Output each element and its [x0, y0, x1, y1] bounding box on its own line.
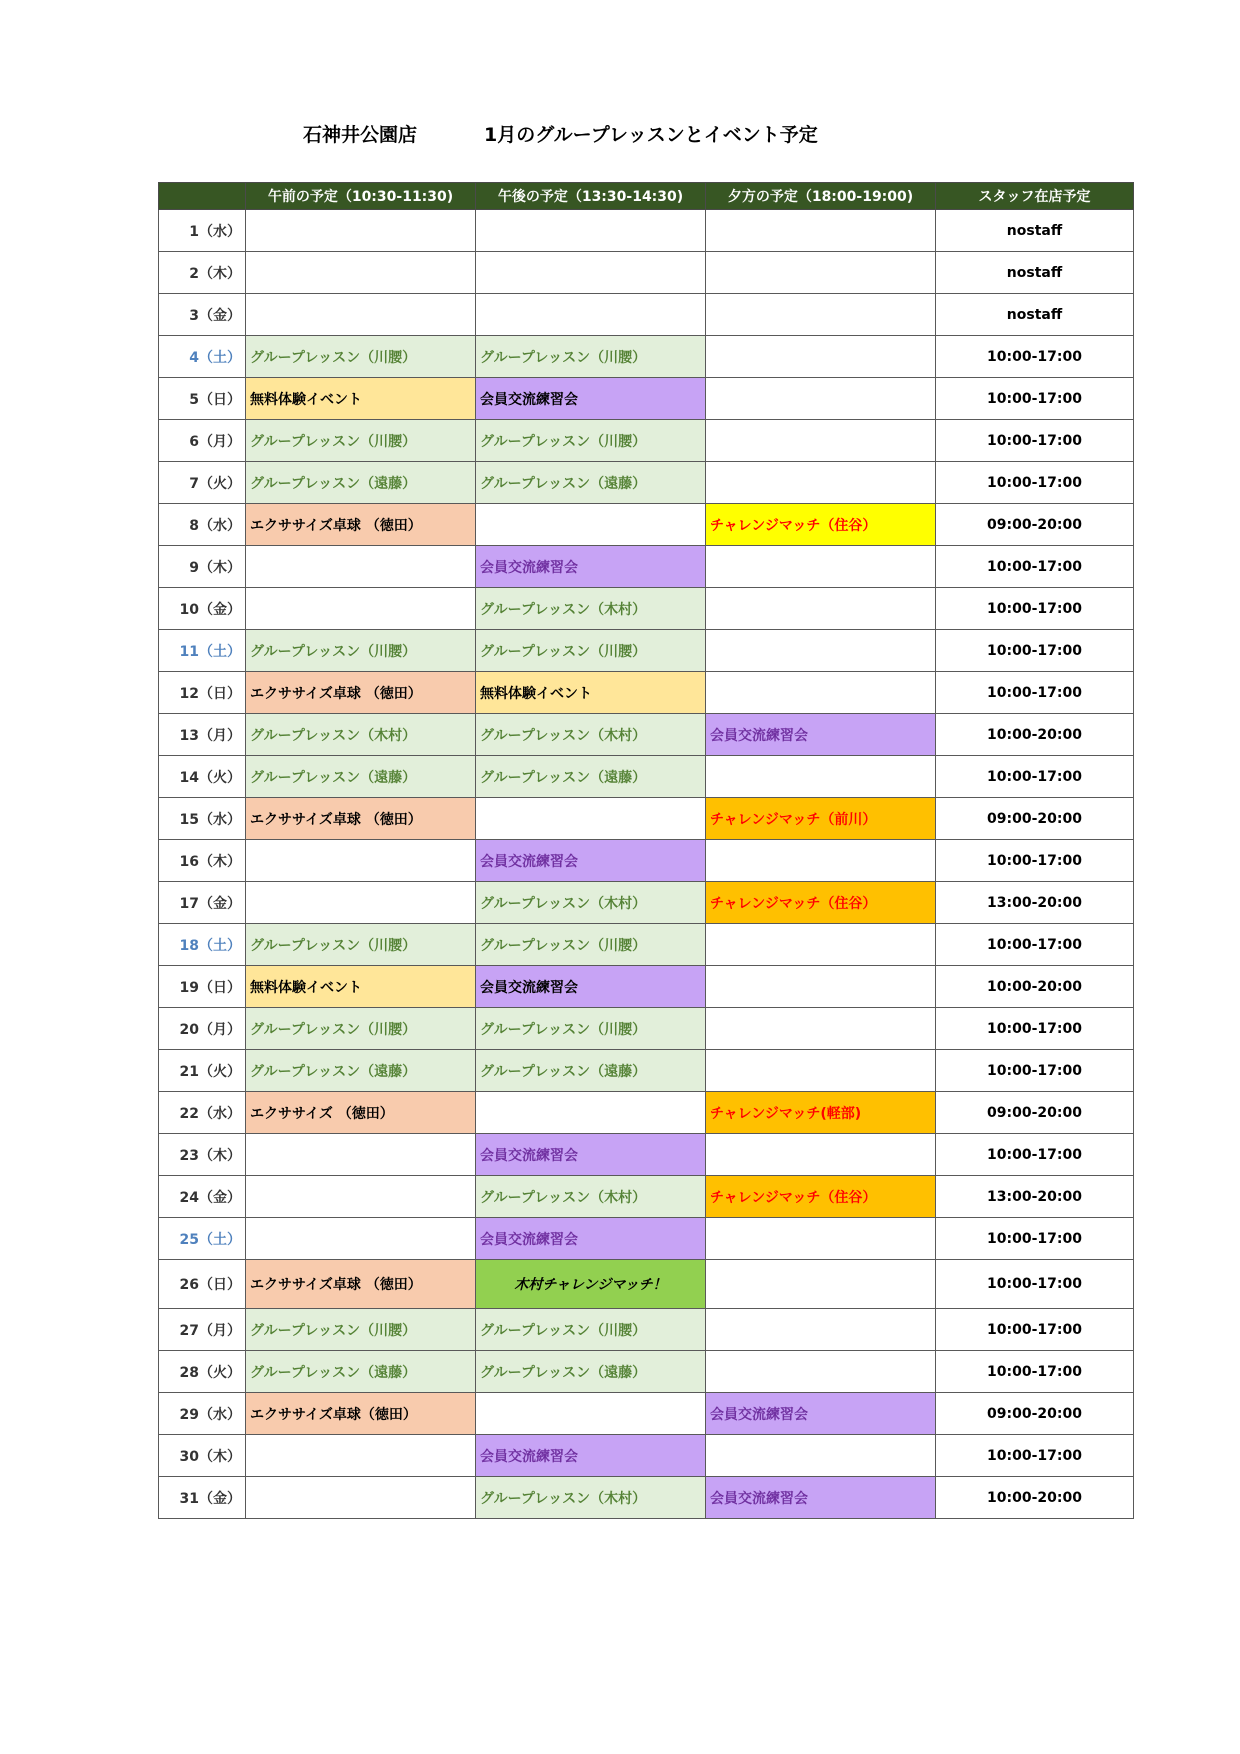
date-cell: 12（日）: [159, 672, 246, 714]
table-row: [159, 1050, 1134, 1092]
header-morning: 午前の予定（10:30-11:30): [246, 183, 476, 210]
morning-cell: グループレッスン（川腰）: [246, 1309, 476, 1351]
staff-cell: nostaff: [936, 294, 1134, 336]
staff-cell: 10:00-17:00: [936, 1050, 1134, 1092]
evening-cell: チャレンジマッチ（住谷）: [706, 504, 936, 546]
afternoon-cell: グループレッスン（川腰）: [476, 1008, 706, 1050]
evening-cell: [706, 924, 936, 966]
table-row: [159, 504, 1134, 546]
date-cell: 28（火）: [159, 1351, 246, 1393]
afternoon-cell: [476, 1393, 706, 1435]
evening-cell: [706, 420, 936, 462]
afternoon-cell: グループレッスン（木村）: [476, 1477, 706, 1519]
afternoon-cell: グループレッスン（遠藤）: [476, 756, 706, 798]
date-cell: 10（金）: [159, 588, 246, 630]
page-title: 1月のグループレッスンとイベント予定: [484, 124, 818, 146]
evening-cell: [706, 966, 936, 1008]
table-row: [159, 1134, 1134, 1176]
table-row: [159, 588, 1134, 630]
date-cell: 16（木）: [159, 840, 246, 882]
evening-cell: [706, 756, 936, 798]
evening-cell: 会員交流練習会: [706, 1477, 936, 1519]
morning-cell: 無料体験イベント: [246, 378, 476, 420]
afternoon-cell: グループレッスン（川腰）: [476, 420, 706, 462]
title-row: [0, 120, 1240, 150]
evening-cell: [706, 294, 936, 336]
evening-cell: [706, 1050, 936, 1092]
morning-cell: [246, 882, 476, 924]
morning-cell: [246, 546, 476, 588]
staff-cell: 10:00-17:00: [936, 588, 1134, 630]
morning-cell: グループレッスン（川腰）: [246, 1008, 476, 1050]
date-cell: 23（木）: [159, 1134, 246, 1176]
staff-cell: 10:00-17:00: [936, 1351, 1134, 1393]
staff-cell: 10:00-17:00: [936, 630, 1134, 672]
afternoon-cell: 会員交流練習会: [476, 378, 706, 420]
afternoon-cell: [476, 252, 706, 294]
staff-cell: 10:00-17:00: [936, 924, 1134, 966]
table-row: [159, 252, 1134, 294]
table-row: [159, 1008, 1134, 1050]
staff-cell: 10:00-17:00: [936, 756, 1134, 798]
date-cell: 6（月）: [159, 420, 246, 462]
table-row: [159, 1309, 1134, 1351]
staff-cell: 09:00-20:00: [936, 1092, 1134, 1134]
table-row: [159, 1435, 1134, 1477]
afternoon-cell: 会員交流練習会: [476, 840, 706, 882]
afternoon-cell: 会員交流練習会: [476, 546, 706, 588]
table-row: [159, 294, 1134, 336]
morning-cell: グループレッスン（川腰）: [246, 420, 476, 462]
date-cell: 31（金）: [159, 1477, 246, 1519]
date-cell: 2（木）: [159, 252, 246, 294]
afternoon-cell: 会員交流練習会: [476, 1218, 706, 1260]
afternoon-cell: 会員交流練習会: [476, 1134, 706, 1176]
date-cell: 3（金）: [159, 294, 246, 336]
date-cell: 22（水）: [159, 1092, 246, 1134]
afternoon-cell: グループレッスン（川腰）: [476, 924, 706, 966]
staff-cell: 10:00-17:00: [936, 462, 1134, 504]
evening-cell: [706, 588, 936, 630]
afternoon-cell: 会員交流練習会: [476, 966, 706, 1008]
morning-cell: [246, 1477, 476, 1519]
date-cell: 29（水）: [159, 1393, 246, 1435]
morning-cell: [246, 1176, 476, 1218]
evening-cell: 会員交流練習会: [706, 1393, 936, 1435]
morning-cell: グループレッスン（川腰）: [246, 924, 476, 966]
morning-cell: グループレッスン（遠藤）: [246, 1050, 476, 1092]
evening-cell: [706, 1134, 936, 1176]
evening-cell: [706, 462, 936, 504]
header-date: [159, 183, 246, 210]
afternoon-cell: グループレッスン（川腰）: [476, 336, 706, 378]
staff-cell: 10:00-17:00: [936, 1309, 1134, 1351]
afternoon-cell: [476, 210, 706, 252]
header-evening: 夕方の予定（18:00-19:00): [706, 183, 936, 210]
morning-cell: グループレッスン（遠藤）: [246, 756, 476, 798]
staff-cell: 10:00-17:00: [936, 1134, 1134, 1176]
evening-cell: [706, 252, 936, 294]
morning-cell: エクササイズ卓球 （徳田）: [246, 504, 476, 546]
table-row: [159, 840, 1134, 882]
afternoon-cell: [476, 504, 706, 546]
staff-cell: 10:00-17:00: [936, 840, 1134, 882]
morning-cell: エクササイズ卓球（徳田）: [246, 1393, 476, 1435]
table-row: [159, 546, 1134, 588]
date-cell: 14（火）: [159, 756, 246, 798]
evening-cell: [706, 1309, 936, 1351]
morning-cell: [246, 294, 476, 336]
date-cell: 13（月）: [159, 714, 246, 756]
evening-cell: [706, 378, 936, 420]
staff-cell: 09:00-20:00: [936, 798, 1134, 840]
evening-cell: [706, 1260, 936, 1309]
date-cell: 15（水）: [159, 798, 246, 840]
evening-cell: チャレンジマッチ（住谷）: [706, 882, 936, 924]
table-row: [159, 1477, 1134, 1519]
table-row: [159, 210, 1134, 252]
morning-cell: グループレッスン（川腰）: [246, 336, 476, 378]
afternoon-cell: グループレッスン（木村）: [476, 714, 706, 756]
evening-cell: [706, 1351, 936, 1393]
date-cell: 25（土）: [159, 1218, 246, 1260]
date-cell: 24（金）: [159, 1176, 246, 1218]
date-cell: 20（月）: [159, 1008, 246, 1050]
header-staff: スタッフ在店予定: [936, 183, 1134, 210]
table-row: [159, 378, 1134, 420]
evening-cell: [706, 336, 936, 378]
evening-cell: チャレンジマッチ（前川）: [706, 798, 936, 840]
evening-cell: [706, 1008, 936, 1050]
table-row: [159, 420, 1134, 462]
date-cell: 21（火）: [159, 1050, 246, 1092]
date-cell: 27（月）: [159, 1309, 246, 1351]
table-row: [159, 714, 1134, 756]
afternoon-cell: [476, 798, 706, 840]
afternoon-cell: [476, 294, 706, 336]
evening-cell: [706, 210, 936, 252]
table-row: [159, 462, 1134, 504]
afternoon-cell: グループレッスン（木村）: [476, 588, 706, 630]
date-cell: 19（日）: [159, 966, 246, 1008]
header-row: [159, 183, 1134, 210]
store-name: 石神井公園店: [303, 124, 418, 146]
staff-cell: 10:00-17:00: [936, 672, 1134, 714]
morning-cell: エクササイズ卓球 （徳田）: [246, 1260, 476, 1309]
date-cell: 8（水）: [159, 504, 246, 546]
morning-cell: [246, 1218, 476, 1260]
afternoon-cell: グループレッスン（木村）: [476, 1176, 706, 1218]
morning-cell: グループレッスン（遠藤）: [246, 462, 476, 504]
table-row: [159, 1260, 1134, 1309]
staff-cell: 10:00-17:00: [936, 546, 1134, 588]
staff-cell: 10:00-17:00: [936, 1008, 1134, 1050]
evening-cell: [706, 840, 936, 882]
table-row: [159, 672, 1134, 714]
afternoon-cell: 無料体験イベント: [476, 672, 706, 714]
afternoon-cell: グループレッスン（遠藤）: [476, 1050, 706, 1092]
table-row: [159, 924, 1134, 966]
table-row: [159, 966, 1134, 1008]
date-cell: 30（木）: [159, 1435, 246, 1477]
date-cell: 17（金）: [159, 882, 246, 924]
afternoon-cell: グループレッスン（木村）: [476, 882, 706, 924]
afternoon-cell: 会員交流練習会: [476, 1435, 706, 1477]
afternoon-cell: グループレッスン（川腰）: [476, 630, 706, 672]
table-row: [159, 756, 1134, 798]
morning-cell: [246, 252, 476, 294]
staff-cell: 13:00-20:00: [936, 882, 1134, 924]
evening-cell: [706, 1218, 936, 1260]
date-cell: 7（火）: [159, 462, 246, 504]
table-row: [159, 1092, 1134, 1134]
afternoon-cell: [476, 1092, 706, 1134]
staff-cell: 10:00-17:00: [936, 1435, 1134, 1477]
staff-cell: 09:00-20:00: [936, 1393, 1134, 1435]
evening-cell: [706, 630, 936, 672]
afternoon-cell: グループレッスン（遠藤）: [476, 462, 706, 504]
schedule-table: [158, 182, 1134, 1519]
table-row: [159, 882, 1134, 924]
staff-cell: nostaff: [936, 210, 1134, 252]
morning-cell: エクササイズ卓球 （徳田）: [246, 672, 476, 714]
staff-cell: 10:00-17:00: [936, 336, 1134, 378]
staff-cell: 09:00-20:00: [936, 504, 1134, 546]
table-row: [159, 630, 1134, 672]
afternoon-cell: 木村チャレンジマッチ！: [476, 1260, 706, 1309]
evening-cell: [706, 672, 936, 714]
date-cell: 18（土）: [159, 924, 246, 966]
staff-cell: 10:00-20:00: [936, 1477, 1134, 1519]
table-row: [159, 1351, 1134, 1393]
staff-cell: 13:00-20:00: [936, 1176, 1134, 1218]
table-row: [159, 798, 1134, 840]
morning-cell: [246, 1435, 476, 1477]
morning-cell: [246, 840, 476, 882]
staff-cell: 10:00-20:00: [936, 714, 1134, 756]
table-row: [159, 1393, 1134, 1435]
afternoon-cell: グループレッスン（川腰）: [476, 1309, 706, 1351]
morning-cell: エクササイズ卓球 （徳田）: [246, 798, 476, 840]
afternoon-cell: グループレッスン（遠藤）: [476, 1351, 706, 1393]
evening-cell: [706, 1435, 936, 1477]
date-cell: 9（木）: [159, 546, 246, 588]
morning-cell: グループレッスン（遠藤）: [246, 1351, 476, 1393]
date-cell: 11（土）: [159, 630, 246, 672]
evening-cell: チャレンジマッチ(軽部): [706, 1092, 936, 1134]
header-afternoon: 午後の予定（13:30-14:30): [476, 183, 706, 210]
morning-cell: グループレッスン（川腰）: [246, 630, 476, 672]
morning-cell: [246, 588, 476, 630]
staff-cell: 10:00-17:00: [936, 1218, 1134, 1260]
staff-cell: 10:00-17:00: [936, 420, 1134, 462]
schedule-body: [159, 210, 1134, 1519]
table-row: [159, 1218, 1134, 1260]
morning-cell: [246, 210, 476, 252]
morning-cell: エクササイズ （徳田）: [246, 1092, 476, 1134]
staff-cell: nostaff: [936, 252, 1134, 294]
evening-cell: [706, 546, 936, 588]
morning-cell: [246, 1134, 476, 1176]
morning-cell: 無料体験イベント: [246, 966, 476, 1008]
morning-cell: グループレッスン（木村）: [246, 714, 476, 756]
date-cell: 5（日）: [159, 378, 246, 420]
staff-cell: 10:00-17:00: [936, 1260, 1134, 1309]
date-cell: 4（土）: [159, 336, 246, 378]
date-cell: 1（水）: [159, 210, 246, 252]
staff-cell: 10:00-20:00: [936, 966, 1134, 1008]
staff-cell: 10:00-17:00: [936, 378, 1134, 420]
table-row: [159, 1176, 1134, 1218]
date-cell: 26（日）: [159, 1260, 246, 1309]
table-row: [159, 336, 1134, 378]
evening-cell: 会員交流練習会: [706, 714, 936, 756]
evening-cell: チャレンジマッチ（住谷）: [706, 1176, 936, 1218]
